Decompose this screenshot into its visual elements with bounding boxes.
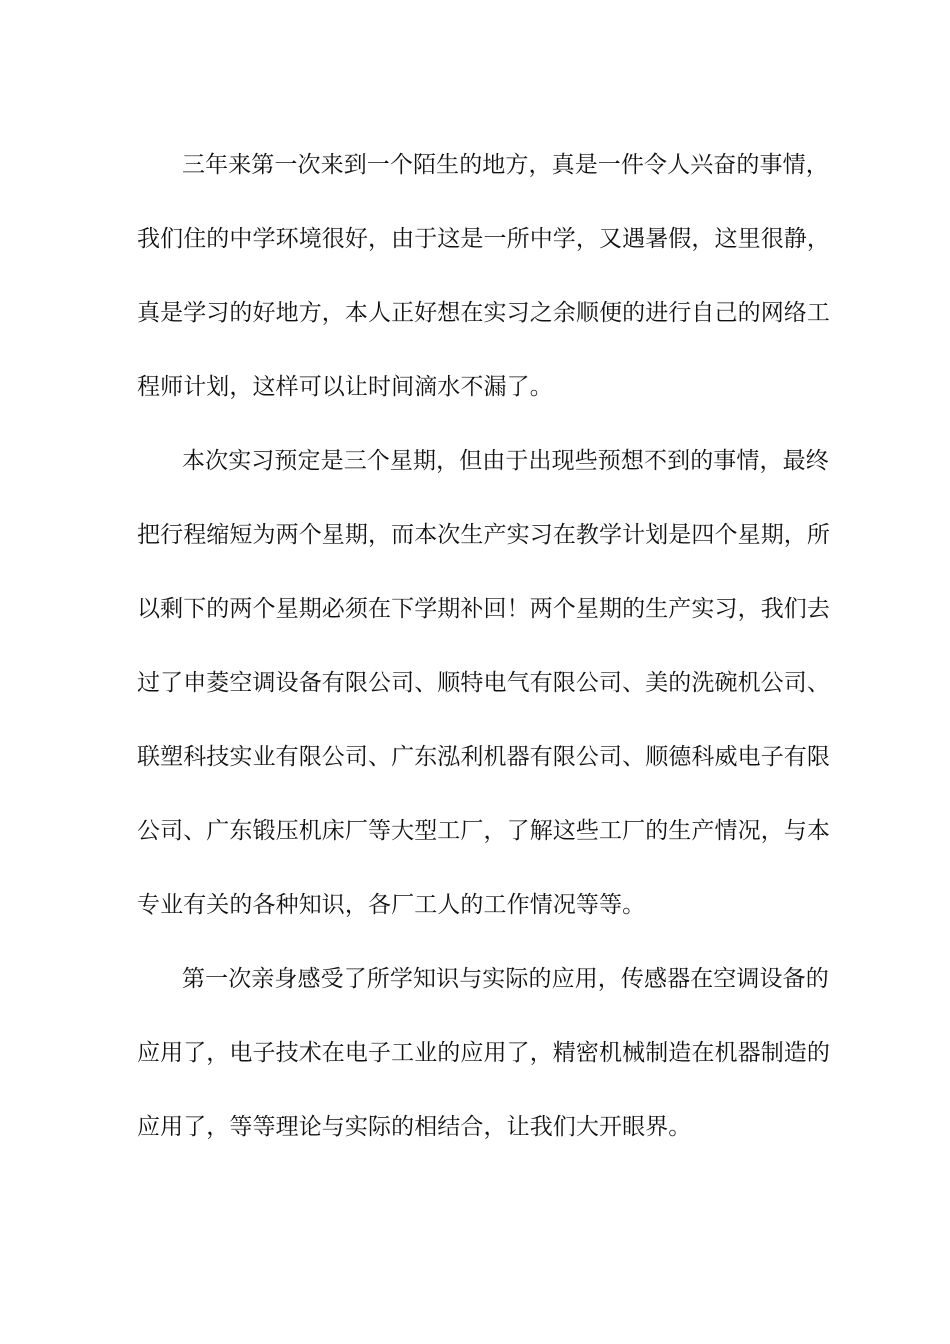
- paragraph-line: 把行程缩短为两个星期，而本次生产实习在教学计划是四个星期，所: [137, 522, 830, 548]
- paragraph-line: 联塑科技实业有限公司、广东泓利机器有限公司、顺德科威电子有限: [137, 744, 830, 770]
- paragraph-line: 本次实习预定是三个星期，但由于出现些预想不到的事情，最终: [182, 448, 829, 474]
- paragraph-line: 专业有关的各种知识，各厂工人的工作情况等等。: [137, 892, 646, 918]
- paragraph-line: 三年来第一次来到一个陌生的地方，真是一件令人兴奋的事情，: [182, 152, 829, 178]
- paragraph-line: 真是学习的好地方，本人正好想在实习之余顺便的进行自己的网络工: [137, 300, 830, 326]
- paragraph-line: 应用了，等等理论与实际的相结合，让我们大开眼界。: [137, 1114, 692, 1140]
- paragraph-1: [137, 143, 830, 439]
- paragraph-2: [137, 439, 830, 957]
- paragraph-line: 程师计划，这样可以让时间滴水不漏了。: [137, 374, 553, 400]
- paragraph-line: 第一次亲身感受了所学知识与实际的应用，传感器在空调设备的: [182, 966, 829, 992]
- paragraph-line: 应用了，电子技术在电子工业的应用了，精密机械制造在机器制造的: [137, 1040, 830, 1066]
- paragraph-line: 以剩下的两个星期必须在下学期补回！两个星期的生产实习，我们去: [137, 596, 830, 622]
- paragraph-line: 公司、广东锻压机床厂等大型工厂，了解这些工厂的生产情况，与本: [137, 818, 830, 844]
- paragraph-line: 过了申菱空调设备有限公司、顺特电气有限公司、美的洗碗机公司、: [137, 670, 830, 696]
- paragraph-line: 我们住的中学环境很好，由于这是一所中学，又遇暑假，这里很静，: [137, 226, 830, 252]
- document-body: [137, 143, 830, 1179]
- paragraph-3: [137, 957, 830, 1179]
